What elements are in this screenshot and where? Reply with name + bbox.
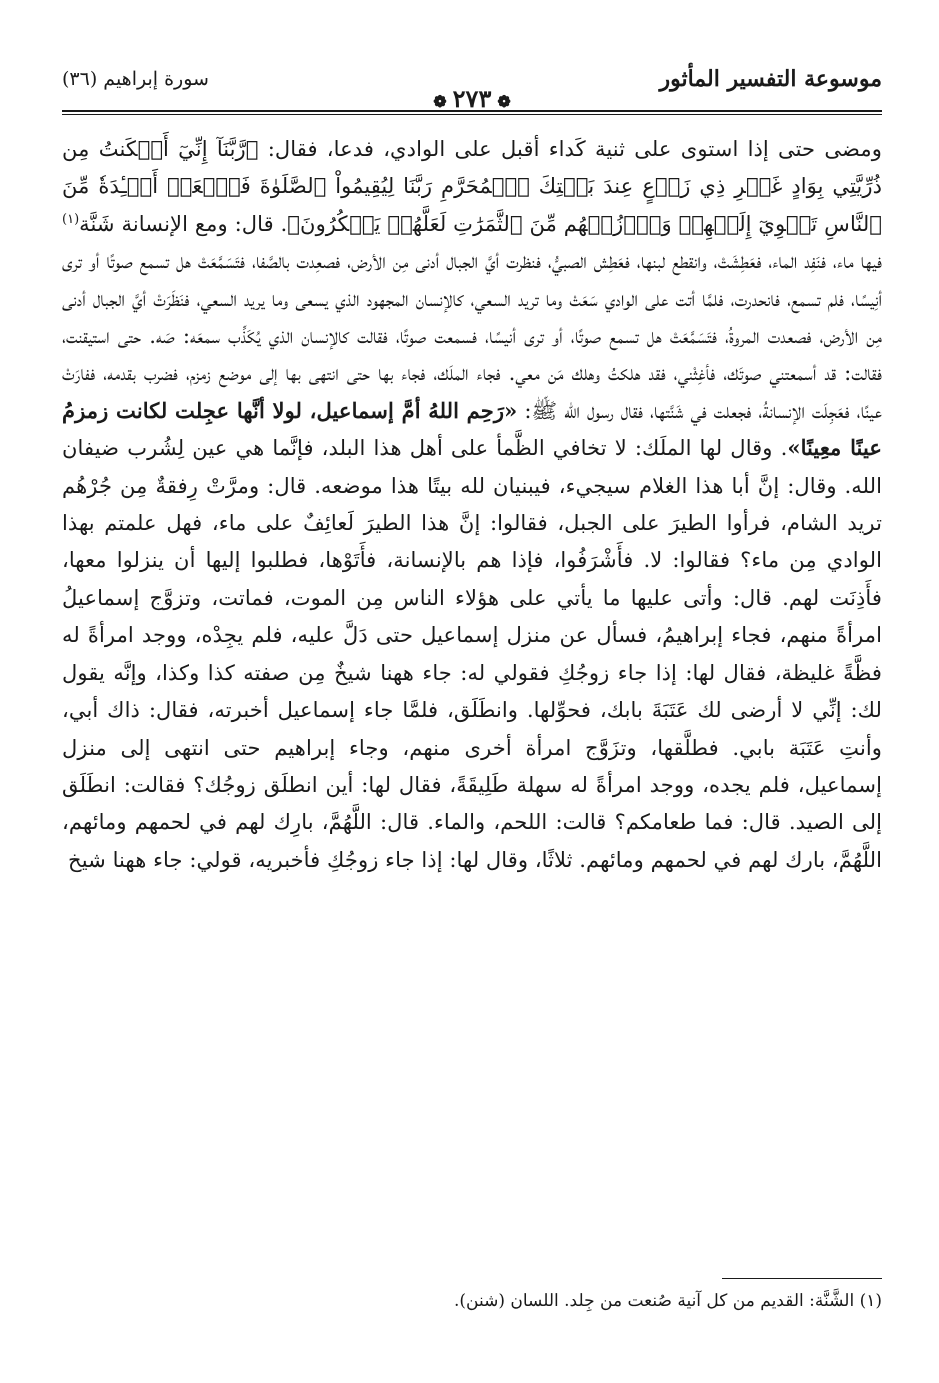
page-header [62,60,882,112]
header-rule [62,110,882,112]
hadith-quote: «رَحِم اللهُ أمَّ إسماعيل، لولا أنَّها عجِلت لكانت زمزمُ عينًا معِينًا» [62,397,882,461]
ornament-icon: ❁ [497,92,511,111]
page-number [427,84,516,113]
body-paragraph-part: ومضى حتى إذا استوى على ثنية كَداء أقبل على الوادي، فدعا، فقال: ﴿رَّبَّنَآ إِنِّيٓ أَسۡكَنتُ مِن ذُرِّيَّتِي بِوَادٍ غَيۡرِ ذِي زَرۡعٍ عِندَ بَيۡتِكَ ٱلۡمُحَرَّمِ رَبَّنَا لِيُقِيمُواْ ٱلصَّلَوٰةَ فَٱجۡعَلۡ أَفۡـِٔدَةٗ مِّنَ ٱلنَّاسِ تَهۡوِيٓ إِلَيۡهِمۡ وَٱرۡزُقۡهُم مِّنَ ٱلثَّمَرَٰتِ لَعَلَّهُمۡ يَشۡكُرُونَ﴾. قال: ومع الإنسانة شَنَّة [62,136,883,236]
footnote-reference[interactable]: (١) [62,211,80,227]
body-text [62,130,882,878]
body-paragraph-part: . وقال لها الملَك: لا تخافي الظَّمأ على أهل هذا البلد، فإنَّما هي عين لِشُرب ضيفان الله. وقال: إنَّ أبا هذا الغلام سيجيء، فيبنيان لله بيتًا هذا موضعه. قال: ومرَّتْ رِفقةٌ مِن جُرْهُم تريد الشام، فرأوا الطيرَ على الجبل، فقالوا: إنَّ هذا الطيرَ لَعائِفٌ على ماء، فهل علمتم بهذا الوادي مِن ماء؟ فقالوا: لا. فأَشْرَفُوا، فإذا هم بالإنسانة، فأَتَوْها، فطلبوا إليها أن ينزلوا معها، فأَذِنَت لهم. قال: وأتى عليها ما يأتي على هؤلاء الناس مِن الموت، فماتت، وتزوَّج إسماعيلُ امرأةً منهم، فجاء إبراهيمُ، فسأل عن منزل إسماعيل حتى دَلَّ عليه، فلم يجِدْه، ووجد امرأةً له فظَّةً غليظة، فقال لها: إذا جاء زوجُكِ فقولي له: جاء ههنا شيخٌ مِن صفته كذا وكذا، وإنَّه يقول لك: إنِّي لا أرضى لك عَتَبَةَ بابك، فحوِّلها. وانطَلَق، فلمَّا جاء إسماعيل أخبرته، فقال: ذاك أبي، وأنتِ عَتَبَة بابي. فطلَّقها، وتزَوَّج امرأة أخرى منهم، وجاء إبراهيم حتى انتهى إلى منزل إسماعيل، فلم يجده، ووجد امرأةً له سهلة طَلِيقَةً، فقال لها: أين انطلَق زوجُك؟ فقالت: انطَلَق إلى الصيد. قال: فما طعامكم؟ قالت: اللحم، والماء. قال: اللَّهُمَّ، بارِك لهم في لحمهم ومائهم، اللَّهُمَّ، بارك لهم في لحمهم ومائهم. ثلاثًا، وقال لها: إذا جاء زوجُكِ فأخبريه، قولي: جاء ههنا شيخ [62,435,882,872]
page-number-value: ٢٧٣ [452,84,492,113]
document-page [62,60,882,1360]
book-title: موسوعة التفسير المأثور [659,66,882,92]
surah-label: سورة إبراهيم (٣٦) [62,68,209,90]
body-paragraph-part: فيها ماء، فنَفِد الماء، فعَطِشَتْ، وانقطع لبنها، فعَطِش الصبيُّ، فنظرت أيَّ الجبال أدنى مِن الأرض، فصعِدت بالصَّفا، فتَسَمَّعَتْ هل تسمع صوتًا أو ترى أنِيسًا، فلم تسمع، فانحدرت، فلمَّا أتت على الوادي سَعَتْ وما تريد السعي، كالإنسان المجهود الذي يسعى وما يريد السعي، فنَظَرَتْ أيَّ الجبال أدنى مِن الأرض، فصعدت المروةُ، فتَسَمَّعَتْ هل تسمع صوتًا، أو ترى أنيسًا، فسمعت صوتًا، فقالت كالإنسان الذي يُكَذِّب سمعَه: صَه. حتى استيقنت، فقالت: قد أسمعتني صوتَك، فأغِثْني، فقد هلكتُ وهلك مَن معي. فجاء الملَك، فجاء بها حتى انتهى بها إلى موضع زمزم، فضرب بقدمه، ففارَتْ عينًا، فعَجِلَت الإنسانةُ، فجعلت في شَنَّتها، فقال رسول الله ﷺ: [62,248,883,423]
footnote: (١) الشَّنَّة: القديم من كل آنية صُنعت من جِلد. اللسان (شنن). [454,1291,882,1311]
footnote-divider [722,1278,882,1279]
header-rule-thin [62,114,882,115]
ornament-icon: ❁ [433,92,447,111]
